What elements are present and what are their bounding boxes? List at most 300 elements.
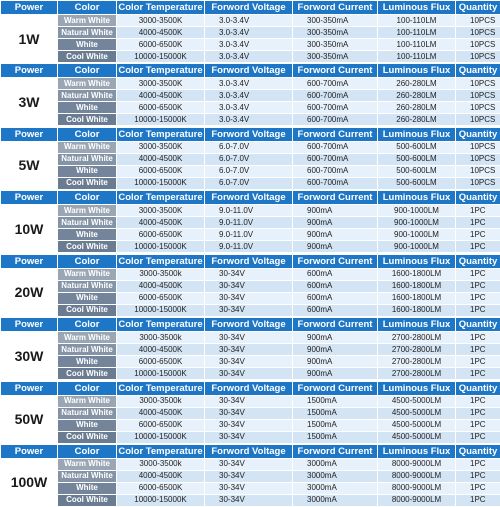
quantity-cell: 1PC	[456, 205, 500, 217]
table-row	[1, 356, 500, 368]
table-row	[1, 39, 500, 51]
header-color-temperature: Color Temperature	[117, 381, 205, 395]
table-row	[1, 431, 500, 443]
color-cell: Natural White	[58, 407, 117, 419]
header-forward-current: Forword Current	[293, 444, 378, 458]
luminous-flux-cell: 2700-2800LM	[378, 332, 456, 344]
luminous-flux-cell: 1600-1800LM	[378, 304, 456, 316]
header-color: Color	[58, 254, 117, 268]
table-header-row	[1, 127, 500, 141]
table-row	[1, 217, 500, 229]
spec-table	[0, 127, 500, 190]
quantity-cell: 1PC	[456, 395, 500, 407]
header-forward-current: Forword Current	[293, 127, 378, 141]
header-luminous-flux: Luminous Flux	[378, 127, 456, 141]
color-temperature-cell: 6000-6500K	[117, 102, 205, 114]
color-temperature-cell: 6000-6500K	[117, 482, 205, 494]
header-color: Color	[58, 191, 117, 205]
quantity-cell: 10PCS	[456, 39, 500, 51]
color-temperature-cell: 4000-4500K	[117, 217, 205, 229]
forward-current-cell: 600-700mA	[293, 153, 378, 165]
quantity-cell: 10PCS	[456, 153, 500, 165]
color-cell: Warm White	[58, 268, 117, 280]
table-row	[1, 141, 500, 153]
color-cell: Cool White	[58, 114, 117, 126]
forward-voltage-cell: 30-34V	[205, 304, 293, 316]
header-color-temperature: Color Temperature	[117, 444, 205, 458]
color-temperature-cell: 3000-3500K	[117, 78, 205, 90]
color-cell: Cool White	[58, 51, 117, 63]
color-cell: White	[58, 165, 117, 177]
header-quantity: Quantity	[456, 444, 500, 458]
power-label: 10W	[1, 205, 58, 253]
header-forward-voltage: Forword Voltage	[205, 254, 293, 268]
header-forward-current: Forword Current	[293, 318, 378, 332]
forward-voltage-cell: 30-34V	[205, 395, 293, 407]
quantity-cell: 10PCS	[456, 114, 500, 126]
table-row	[1, 90, 500, 102]
quantity-cell: 10PCS	[456, 78, 500, 90]
header-forward-current: Forword Current	[293, 381, 378, 395]
spec-block	[0, 381, 500, 438]
luminous-flux-cell: 500-600LM	[378, 153, 456, 165]
forward-voltage-cell: 30-34V	[205, 332, 293, 344]
quantity-cell: 10PCS	[456, 102, 500, 114]
table-row	[1, 482, 500, 494]
forward-voltage-cell: 30-34V	[205, 268, 293, 280]
table-row	[1, 102, 500, 114]
table-row	[1, 368, 500, 380]
table-row	[1, 395, 500, 407]
header-forward-current: Forword Current	[293, 254, 378, 268]
color-cell: Natural White	[58, 280, 117, 292]
luminous-flux-cell: 8000-9000LM	[378, 482, 456, 494]
header-forward-current: Forword Current	[293, 64, 378, 78]
header-luminous-flux: Luminous Flux	[378, 444, 456, 458]
table-row	[1, 205, 500, 217]
color-temperature-cell: 10000-15000K	[117, 304, 205, 316]
color-temperature-cell: 4000-4500K	[117, 280, 205, 292]
spec-block	[0, 0, 500, 57]
spec-table	[0, 63, 500, 126]
luminous-flux-cell: 1600-1800LM	[378, 292, 456, 304]
table-row	[1, 229, 500, 241]
header-power: Power	[1, 191, 58, 205]
spec-table	[0, 381, 500, 444]
quantity-cell: 1PC	[456, 482, 500, 494]
header-power: Power	[1, 381, 58, 395]
forward-voltage-cell: 3.0-3.4V	[205, 78, 293, 90]
color-cell: Warm White	[58, 458, 117, 470]
forward-current-cell: 3000mA	[293, 482, 378, 494]
quantity-cell: 1PC	[456, 292, 500, 304]
header-quantity: Quantity	[456, 318, 500, 332]
quantity-cell: 1PC	[456, 217, 500, 229]
forward-voltage-cell: 6.0-7.0V	[205, 141, 293, 153]
luminous-flux-cell: 260-280LM	[378, 78, 456, 90]
color-temperature-cell: 3000-3500k	[117, 458, 205, 470]
header-color: Color	[58, 318, 117, 332]
header-color: Color	[58, 444, 117, 458]
quantity-cell: 1PC	[456, 494, 500, 506]
color-temperature-cell: 4000-4500K	[117, 27, 205, 39]
header-luminous-flux: Luminous Flux	[378, 381, 456, 395]
header-quantity: Quantity	[456, 381, 500, 395]
color-cell: White	[58, 482, 117, 494]
color-cell: White	[58, 292, 117, 304]
header-color: Color	[58, 381, 117, 395]
luminous-flux-cell: 260-280LM	[378, 90, 456, 102]
color-temperature-cell: 4000-4500K	[117, 470, 205, 482]
header-quantity: Quantity	[456, 191, 500, 205]
header-quantity: Quantity	[456, 127, 500, 141]
color-temperature-cell: 3000-3500k	[117, 268, 205, 280]
forward-current-cell: 3000mA	[293, 470, 378, 482]
header-luminous-flux: Luminous Flux	[378, 1, 456, 15]
forward-voltage-cell: 6.0-7.0V	[205, 153, 293, 165]
forward-voltage-cell: 30-34V	[205, 419, 293, 431]
luminous-flux-cell: 100-110LM	[378, 39, 456, 51]
table-row	[1, 494, 500, 506]
color-temperature-cell: 4000-4500K	[117, 90, 205, 102]
quantity-cell: 10PCS	[456, 51, 500, 63]
forward-current-cell: 1500mA	[293, 407, 378, 419]
spec-table	[0, 317, 500, 380]
header-luminous-flux: Luminous Flux	[378, 64, 456, 78]
color-temperature-cell: 10000-15000K	[117, 114, 205, 126]
forward-current-cell: 3000mA	[293, 494, 378, 506]
table-row	[1, 27, 500, 39]
header-forward-voltage: Forword Voltage	[205, 381, 293, 395]
forward-voltage-cell: 6.0-7.0V	[205, 177, 293, 189]
spec-block	[0, 63, 500, 120]
table-row	[1, 15, 500, 27]
color-cell: Cool White	[58, 177, 117, 189]
forward-voltage-cell: 3.0-3.4V	[205, 39, 293, 51]
luminous-flux-cell: 2700-2800LM	[378, 368, 456, 380]
power-label: 5W	[1, 141, 58, 189]
color-cell: Cool White	[58, 368, 117, 380]
header-forward-voltage: Forword Voltage	[205, 191, 293, 205]
table-row	[1, 407, 500, 419]
table-header-row	[1, 1, 500, 15]
color-temperature-cell: 10000-15000K	[117, 177, 205, 189]
luminous-flux-cell: 900-1000LM	[378, 229, 456, 241]
quantity-cell: 1PC	[456, 241, 500, 253]
power-label: 100W	[1, 458, 58, 506]
color-temperature-cell: 3000-3500k	[117, 332, 205, 344]
color-temperature-cell: 6000-6500K	[117, 229, 205, 241]
forward-voltage-cell: 3.0-3.4V	[205, 102, 293, 114]
forward-voltage-cell: 3.0-3.4V	[205, 114, 293, 126]
header-luminous-flux: Luminous Flux	[378, 191, 456, 205]
forward-voltage-cell: 9.0-11.0V	[205, 241, 293, 253]
header-luminous-flux: Luminous Flux	[378, 318, 456, 332]
table-row	[1, 470, 500, 482]
quantity-cell: 1PC	[456, 419, 500, 431]
table-row	[1, 78, 500, 90]
header-forward-voltage: Forword Voltage	[205, 1, 293, 15]
forward-current-cell: 600-700mA	[293, 102, 378, 114]
forward-current-cell: 1500mA	[293, 419, 378, 431]
forward-current-cell: 900mA	[293, 205, 378, 217]
forward-voltage-cell: 30-34V	[205, 494, 293, 506]
table-row	[1, 177, 500, 189]
header-forward-current: Forword Current	[293, 191, 378, 205]
header-color: Color	[58, 127, 117, 141]
spec-table	[0, 254, 500, 317]
table-row	[1, 165, 500, 177]
luminous-flux-cell: 4500-5000LM	[378, 407, 456, 419]
quantity-cell: 10PCS	[456, 165, 500, 177]
header-quantity: Quantity	[456, 1, 500, 15]
color-temperature-cell: 6000-6500K	[117, 356, 205, 368]
quantity-cell: 1PC	[456, 304, 500, 316]
forward-voltage-cell: 30-34V	[205, 368, 293, 380]
color-cell: Cool White	[58, 494, 117, 506]
forward-voltage-cell: 30-34V	[205, 431, 293, 443]
header-color: Color	[58, 64, 117, 78]
color-temperature-cell: 6000-6500K	[117, 292, 205, 304]
luminous-flux-cell: 260-280LM	[378, 102, 456, 114]
quantity-cell: 1PC	[456, 268, 500, 280]
forward-current-cell: 900mA	[293, 368, 378, 380]
table-row	[1, 153, 500, 165]
spec-block	[0, 190, 500, 247]
luminous-flux-cell: 1600-1800LM	[378, 268, 456, 280]
quantity-cell: 1PC	[456, 229, 500, 241]
table-header-row	[1, 64, 500, 78]
quantity-cell: 1PC	[456, 407, 500, 419]
header-color: Color	[58, 1, 117, 15]
quantity-cell: 1PC	[456, 458, 500, 470]
power-label: 20W	[1, 268, 58, 316]
spec-table	[0, 0, 500, 63]
color-temperature-cell: 10000-15000K	[117, 431, 205, 443]
forward-current-cell: 900mA	[293, 217, 378, 229]
luminous-flux-cell: 500-600LM	[378, 141, 456, 153]
forward-current-cell: 900mA	[293, 332, 378, 344]
quantity-cell: 10PCS	[456, 177, 500, 189]
header-forward-voltage: Forword Voltage	[205, 444, 293, 458]
color-temperature-cell: 6000-6500K	[117, 165, 205, 177]
color-temperature-cell: 3000-3500K	[117, 15, 205, 27]
header-forward-current: Forword Current	[293, 1, 378, 15]
forward-current-cell: 1500mA	[293, 431, 378, 443]
forward-voltage-cell: 9.0-11.0V	[205, 217, 293, 229]
table-row	[1, 241, 500, 253]
forward-current-cell: 900mA	[293, 344, 378, 356]
color-cell: White	[58, 39, 117, 51]
color-temperature-cell: 10000-15000K	[117, 51, 205, 63]
quantity-cell: 1PC	[456, 356, 500, 368]
spec-block	[0, 444, 500, 501]
luminous-flux-cell: 260-280LM	[378, 114, 456, 126]
luminous-flux-cell: 900-1000LM	[378, 241, 456, 253]
color-temperature-cell: 4000-4500K	[117, 153, 205, 165]
forward-voltage-cell: 3.0-3.4V	[205, 51, 293, 63]
color-cell: Warm White	[58, 205, 117, 217]
forward-voltage-cell: 30-34V	[205, 407, 293, 419]
color-temperature-cell: 3000-3500K	[117, 205, 205, 217]
forward-voltage-cell: 30-34V	[205, 470, 293, 482]
luminous-flux-cell: 900-1000LM	[378, 217, 456, 229]
luminous-flux-cell: 500-600LM	[378, 165, 456, 177]
table-row	[1, 304, 500, 316]
forward-voltage-cell: 30-34V	[205, 458, 293, 470]
forward-current-cell: 300-350mA	[293, 39, 378, 51]
header-forward-voltage: Forword Voltage	[205, 318, 293, 332]
luminous-flux-cell: 1600-1800LM	[378, 280, 456, 292]
table-header-row	[1, 381, 500, 395]
luminous-flux-cell: 2700-2800LM	[378, 356, 456, 368]
forward-voltage-cell: 3.0-3.4V	[205, 15, 293, 27]
forward-current-cell: 600mA	[293, 292, 378, 304]
power-label: 1W	[1, 15, 58, 63]
header-power: Power	[1, 1, 58, 15]
color-cell: White	[58, 102, 117, 114]
forward-voltage-cell: 6.0-7.0V	[205, 165, 293, 177]
forward-current-cell: 600mA	[293, 268, 378, 280]
quantity-cell: 1PC	[456, 280, 500, 292]
color-cell: Natural White	[58, 217, 117, 229]
header-quantity: Quantity	[456, 64, 500, 78]
spec-table	[0, 444, 500, 507]
color-cell: Warm White	[58, 332, 117, 344]
color-cell: Cool White	[58, 431, 117, 443]
forward-current-cell: 300-350mA	[293, 15, 378, 27]
power-label: 50W	[1, 395, 58, 443]
forward-current-cell: 900mA	[293, 241, 378, 253]
color-cell: Natural White	[58, 470, 117, 482]
power-label: 30W	[1, 332, 58, 380]
header-forward-voltage: Forword Voltage	[205, 64, 293, 78]
forward-current-cell: 600mA	[293, 280, 378, 292]
color-temperature-cell: 4000-4500K	[117, 344, 205, 356]
forward-current-cell: 300-350mA	[293, 27, 378, 39]
forward-current-cell: 600-700mA	[293, 141, 378, 153]
color-cell: White	[58, 229, 117, 241]
header-quantity: Quantity	[456, 254, 500, 268]
spec-block	[0, 254, 500, 311]
color-cell: Cool White	[58, 241, 117, 253]
table-row	[1, 419, 500, 431]
forward-voltage-cell: 30-34V	[205, 356, 293, 368]
luminous-flux-cell: 4500-5000LM	[378, 395, 456, 407]
luminous-flux-cell: 4500-5000LM	[378, 431, 456, 443]
color-temperature-cell: 4000-4500K	[117, 407, 205, 419]
luminous-flux-cell: 100-110LM	[378, 51, 456, 63]
quantity-cell: 1PC	[456, 332, 500, 344]
quantity-cell: 10PCS	[456, 141, 500, 153]
forward-voltage-cell: 3.0-3.4V	[205, 90, 293, 102]
header-power: Power	[1, 444, 58, 458]
color-cell: Natural White	[58, 344, 117, 356]
luminous-flux-cell: 500-600LM	[378, 177, 456, 189]
header-color-temperature: Color Temperature	[117, 127, 205, 141]
table-header-row	[1, 318, 500, 332]
forward-current-cell: 600-700mA	[293, 90, 378, 102]
header-forward-voltage: Forword Voltage	[205, 127, 293, 141]
forward-current-cell: 600-700mA	[293, 114, 378, 126]
color-temperature-cell: 10000-15000K	[117, 241, 205, 253]
forward-current-cell: 300-350mA	[293, 51, 378, 63]
forward-voltage-cell: 30-34V	[205, 292, 293, 304]
spec-block	[0, 317, 500, 374]
forward-voltage-cell: 3.0-3.4V	[205, 27, 293, 39]
luminous-flux-cell: 8000-9000LM	[378, 470, 456, 482]
forward-current-cell: 3000mA	[293, 458, 378, 470]
header-power: Power	[1, 127, 58, 141]
header-color-temperature: Color Temperature	[117, 64, 205, 78]
forward-current-cell: 600mA	[293, 304, 378, 316]
table-row	[1, 114, 500, 126]
quantity-cell: 10PCS	[456, 15, 500, 27]
color-cell: Natural White	[58, 153, 117, 165]
forward-current-cell: 600-700mA	[293, 78, 378, 90]
color-cell: Warm White	[58, 141, 117, 153]
spec-block	[0, 127, 500, 184]
header-color-temperature: Color Temperature	[117, 254, 205, 268]
luminous-flux-cell: 4500-5000LM	[378, 419, 456, 431]
header-power: Power	[1, 64, 58, 78]
table-row	[1, 292, 500, 304]
header-power: Power	[1, 254, 58, 268]
power-label: 3W	[1, 78, 58, 126]
color-cell: Warm White	[58, 15, 117, 27]
forward-voltage-cell: 30-34V	[205, 344, 293, 356]
color-cell: Warm White	[58, 395, 117, 407]
forward-current-cell: 900mA	[293, 229, 378, 241]
table-row	[1, 268, 500, 280]
table-row	[1, 51, 500, 63]
color-cell: Warm White	[58, 78, 117, 90]
color-cell: Natural White	[58, 27, 117, 39]
quantity-cell: 10PCS	[456, 90, 500, 102]
quantity-cell: 1PC	[456, 470, 500, 482]
color-temperature-cell: 3000-3500K	[117, 141, 205, 153]
color-cell: White	[58, 419, 117, 431]
color-temperature-cell: 10000-15000K	[117, 494, 205, 506]
luminous-flux-cell: 8000-9000LM	[378, 458, 456, 470]
forward-current-cell: 600-700mA	[293, 177, 378, 189]
table-row	[1, 332, 500, 344]
quantity-cell: 1PC	[456, 344, 500, 356]
luminous-flux-cell: 900-1000LM	[378, 205, 456, 217]
forward-voltage-cell: 30-34V	[205, 280, 293, 292]
forward-current-cell: 1500mA	[293, 395, 378, 407]
table-header-row	[1, 254, 500, 268]
table-row	[1, 344, 500, 356]
forward-voltage-cell: 9.0-11.0V	[205, 229, 293, 241]
table-header-row	[1, 444, 500, 458]
quantity-cell: 1PC	[456, 368, 500, 380]
luminous-flux-cell: 2700-2800LM	[378, 344, 456, 356]
spec-table	[0, 190, 500, 253]
quantity-cell: 1PC	[456, 431, 500, 443]
color-cell: Natural White	[58, 90, 117, 102]
forward-voltage-cell: 30-34V	[205, 482, 293, 494]
forward-voltage-cell: 9.0-11.0V	[205, 205, 293, 217]
luminous-flux-cell: 100-110LM	[378, 27, 456, 39]
header-power: Power	[1, 318, 58, 332]
header-color-temperature: Color Temperature	[117, 191, 205, 205]
color-cell: White	[58, 356, 117, 368]
header-luminous-flux: Luminous Flux	[378, 254, 456, 268]
color-temperature-cell: 10000-15000K	[117, 368, 205, 380]
luminous-flux-cell: 100-110LM	[378, 15, 456, 27]
quantity-cell: 10PCS	[456, 27, 500, 39]
